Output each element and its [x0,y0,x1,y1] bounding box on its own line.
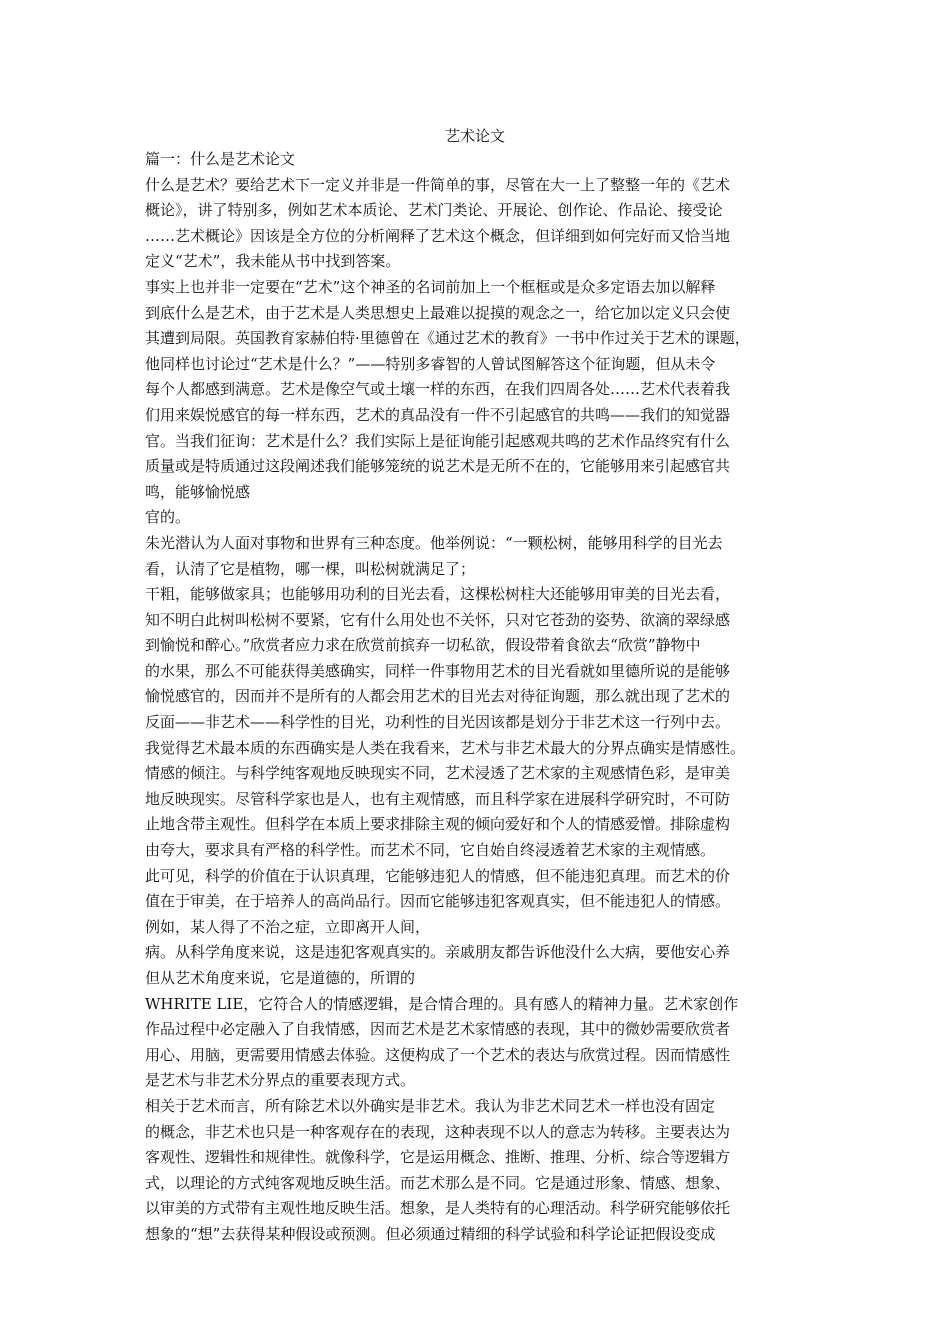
body-text-line: 止地含带主观性。但科学在本质上要求排除主观的倾向爱好和个人的情感爱憎。排除虚构 [145,815,731,834]
body-text-line: 想象的“想”去获得某种假设或预测。但必须通过精细的科学试验和科学论证把假设变成 [145,1224,716,1243]
body-text-line: 鸣，能够愉悦感 [145,482,251,501]
body-text-line: 情感的倾注。与科学纯客观地反映现实不同，艺术浸透了艺术家的主观感情色彩，是审美 [145,764,731,783]
body-text-line: 干粗，能够做家具；也能够用功利的目光去看，这棵松树柱大还能够用审美的目光去看， [145,585,731,604]
body-text-line: 由夸大，要求具有严格的科学性。而艺术不同，它自始自终浸透着艺术家的主观情感。 [145,841,716,860]
document-title: 艺术论文 [444,127,505,145]
body-text-line: 以审美的方式带有主观性地反映生活。想象，是人类特有的心理活动。科学研究能够依托 [145,1199,731,1218]
body-text-line: 的概念，非艺术也只是一种客观存在的表现，这种表现不以人的意志为转移。主要表达为 [145,1122,731,1141]
body-text-line: 们用来娱悦感官的每一样东西，艺术的真品没有一件不引起感官的共鸣——我们的知觉器 [145,405,731,424]
body-text-line: 相关于艺术而言，所有除艺术以外确实是非艺术。我认为非艺术同艺术一样也没有固定 [145,1096,716,1115]
body-text-line: 是艺术与非艺术分界点的重要表现方式。 [145,1071,416,1090]
body-text-line: 到愉悦和醉心。”欣赏者应力求在欣赏前摈弃一切私欲，假设带着食欲去“欣赏”静物中 [145,636,701,655]
body-text-line: 到底什么是艺术，由于艺术是人类思想史上最难以捉摸的观念之一，给它加以定义只会使 [145,303,731,322]
body-text-line: 作品过程中必定融入了自我情感，因而艺术是艺术家情感的表现，其中的微妙需要欣赏者 [145,1020,731,1039]
body-text-line: 此可见，科学的价值在于认识真理，它能够违犯人的情感，但不能违犯真理。而艺术的价 [145,866,731,885]
body-text-line: 看，认清了它是植物，哪一棵，叫松树就满足了； [145,559,476,578]
body-text-line: 但从艺术角度来说，它是道德的，所谓的 [145,969,416,987]
body-text-line: 值在于审美，在于培养人的高尚品行。因而它能够违犯客观真实，但不能违犯人的情感。 [145,892,731,911]
body-text-line: 篇一：什么是艺术论文 [145,150,296,168]
body-text-line: 地反映现实。尽管科学家也是人，也有主观情感，而且科学家在进展科学研究时，不可防 [145,789,731,808]
body-text-line: ……艺术概论》因该是全方位的分析阐释了艺术这个概念，但详细到如何完好而又恰当地 [145,226,731,245]
document-body [145,147,805,1248]
body-text-line: 什么是艺术？要给艺术下一定义并非是一件简单的事，尽管在大一上了整整一年的《艺术 [145,175,731,194]
body-text-line: 愉悦感官的，因而并不是所有的人都会用艺术的目光去对待征询题，那么就出现了艺术的 [145,687,731,706]
body-text-line: 朱光潜认为人面对事物和世界有三种态度。他举例说：“一颗松树，能够用科学的目光去 [145,533,723,552]
body-text-line: 客观性、逻辑性和规律性。就像科学，它是运用概念、推断、推理、分析、综合等逻辑方 [145,1148,731,1167]
body-text-line: 知不明白此树叫松树不要紧，它有什么用处也不关怀，只对它苍劲的姿势、欲滴的翠绿感 [145,610,731,629]
body-text-line: 概论》，讲了特别多，例如艺术本质论、艺术门类论、开展论、创作论、作品论、接受论 [145,201,723,220]
body-text-line: 式，以理论的方式纯客观地反映生活。而艺术那么是不同。它是通过形象、情感、想象、 [145,1173,731,1192]
body-text-line: WHRITE LIE，它符合人的情感逻辑，是合情合理的。具有感人的精神力量。艺术家创作 [145,994,739,1013]
body-text-line: 他同样也讨论过“艺术是什么？”——特别多睿智的人曾试图解答这个征询题，但从未令 [145,354,716,373]
body-text-line: 定义“艺术”，我未能从书中找到答案。 [145,252,401,271]
body-text-line: 每个人都感到满意。艺术是像空气或土壤一样的东西，在我们四周各处……艺术代表着我 [145,380,731,399]
body-text-line: 病。从科学角度来说，这是违犯客观真实的。亲戚朋友都告诉他没什么大病，要他安心养 [145,943,731,962]
body-text-line: 用心、用脑，更需要用情感去体验。这便构成了一个艺术的表达与欣赏过程。因而情感性 [145,1045,731,1064]
body-text-line: 例如，某人得了不治之症，立即离开人间， [145,917,431,936]
body-text-line: 我觉得艺术最本质的东西确实是人类在我看来，艺术与非艺术最大的分界点确实是情感性。 [145,738,746,757]
body-text-line: 的水果，那么不可能获得美感确实，同样一件事物用艺术的目光看就如里德所说的是能够 [145,661,731,680]
body-text-line: 反面——非艺术——科学性的目光，功利性的目光因该都是划分于非艺术这一行列中去。 [145,713,731,732]
body-text-line: 事实上也并非一定要在“艺术”这个神圣的名词前加上一个框框或是众多定语去加以解释 [145,277,716,296]
body-text-line: 官的。 [145,508,191,527]
body-text-line: 其遭到局限。英国教育家赫伯特·里德曾在《通过艺术的教育》一书中作过关于艺术的课题， [145,329,750,348]
body-text-line: 质量或是特质通过这段阐述我们能够笼统的说艺术是无所不在的，它能够用来引起感官共 [145,457,731,476]
body-text-line: 官。当我们征询：艺术是什么？我们实际上是征询能引起感观共鸣的艺术作品终究有什么 [145,431,731,450]
